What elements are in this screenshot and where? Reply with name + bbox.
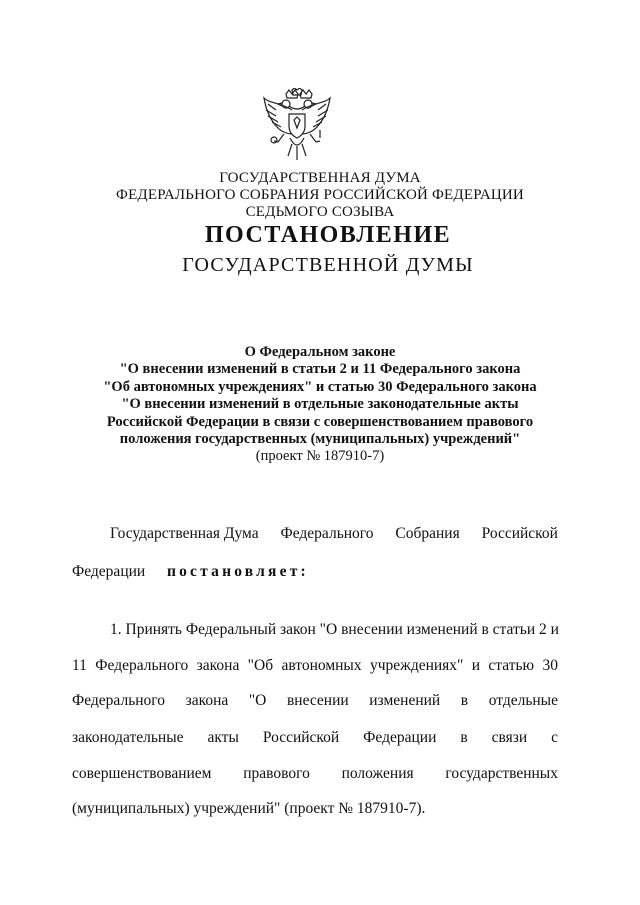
clause-word: "Об	[247, 657, 274, 674]
title-line: "О внесении изменений в статьи 2 и 11 Федерального закона	[119, 361, 521, 378]
project-number: (проект № 187910-7)	[255, 448, 385, 465]
clause-word: 11	[72, 657, 87, 674]
clause-word: закона	[185, 692, 229, 709]
clause-word: акты	[207, 729, 239, 746]
preamble-word: Федерального	[280, 525, 374, 542]
title-line: Российской Федерации в связи с совершенствованием правового	[106, 413, 534, 430]
clause-word: в	[460, 729, 468, 746]
clause-word: внесении	[286, 692, 349, 709]
title-line: "Об автономных учреждениях" и статью 30 Федерального закона	[103, 378, 537, 395]
clause-word: Федерации	[363, 729, 437, 746]
clause-word: с	[551, 729, 558, 746]
clause-word: и	[471, 657, 481, 674]
duma-name-line2: ФЕДЕРАЛЬНОГО СОБРАНИЯ РОССИЙСКОЙ ФЕДЕРАЦИИ	[116, 187, 524, 203]
clause-word: совершенствованием	[72, 765, 212, 782]
clause1-line6: (муниципальных) учреждений" (проект № 187910-7).	[72, 800, 426, 817]
clause-word: статью	[488, 657, 535, 674]
clause-word: закона	[196, 657, 240, 674]
clause-word: Федерального	[72, 692, 166, 709]
clause-word: Федерального	[95, 657, 189, 674]
clause-word: законодательные	[72, 729, 184, 746]
clause-word: правового	[243, 765, 310, 782]
clause-word: изменений	[369, 692, 441, 709]
document-type-heading: ПОСТАНОВЛЕНИЕ	[204, 222, 452, 248]
preamble-word: Государственная Дума	[110, 525, 259, 542]
decides-verb: постановляет:	[166, 563, 309, 580]
title-line: "О внесении изменений в отдельные законодательные акты	[121, 396, 519, 413]
duma-convocation: СЕДЬМОГО СОЗЫВА	[245, 204, 395, 220]
clause-word: учреждениях"	[369, 657, 464, 674]
preamble-word: Российской	[481, 525, 558, 542]
clause-word: "О	[248, 692, 267, 709]
preamble-line2	[72, 563, 309, 581]
title-line: О Федеральном законе	[244, 344, 396, 360]
clause1-line5	[72, 765, 558, 783]
clause1-line1: 1. Принять Федеральный закон "О внесении изменений в статьи 2 и	[110, 621, 559, 638]
clause-word: связи	[491, 729, 528, 746]
coat-of-arms-icon	[262, 88, 332, 164]
clause-word: 30	[542, 657, 558, 674]
clause1-line3	[72, 692, 558, 710]
clause1-line2	[72, 657, 558, 675]
clause-word: в	[460, 692, 469, 709]
clause1-line4	[72, 729, 558, 747]
preamble-line1	[110, 525, 558, 543]
clause-word: положения	[341, 765, 414, 782]
document-issuer-heading: ГОСУДАРСТВЕННОЙ ДУМЫ	[182, 254, 474, 276]
preamble-federation: Федерации	[72, 563, 146, 580]
duma-name-line1: ГОСУДАРСТВЕННАЯ ДУМА	[219, 170, 421, 186]
clause-word: государственных	[445, 765, 558, 782]
preamble-word: Собрания	[395, 525, 460, 542]
clause-word: Российской	[262, 729, 340, 746]
clause-word: автономных	[281, 657, 362, 674]
clause-word: отдельные	[488, 692, 558, 709]
resolution-title	[0, 344, 640, 466]
title-line: положения государственных (муниципальных) учреждений"	[119, 431, 521, 448]
